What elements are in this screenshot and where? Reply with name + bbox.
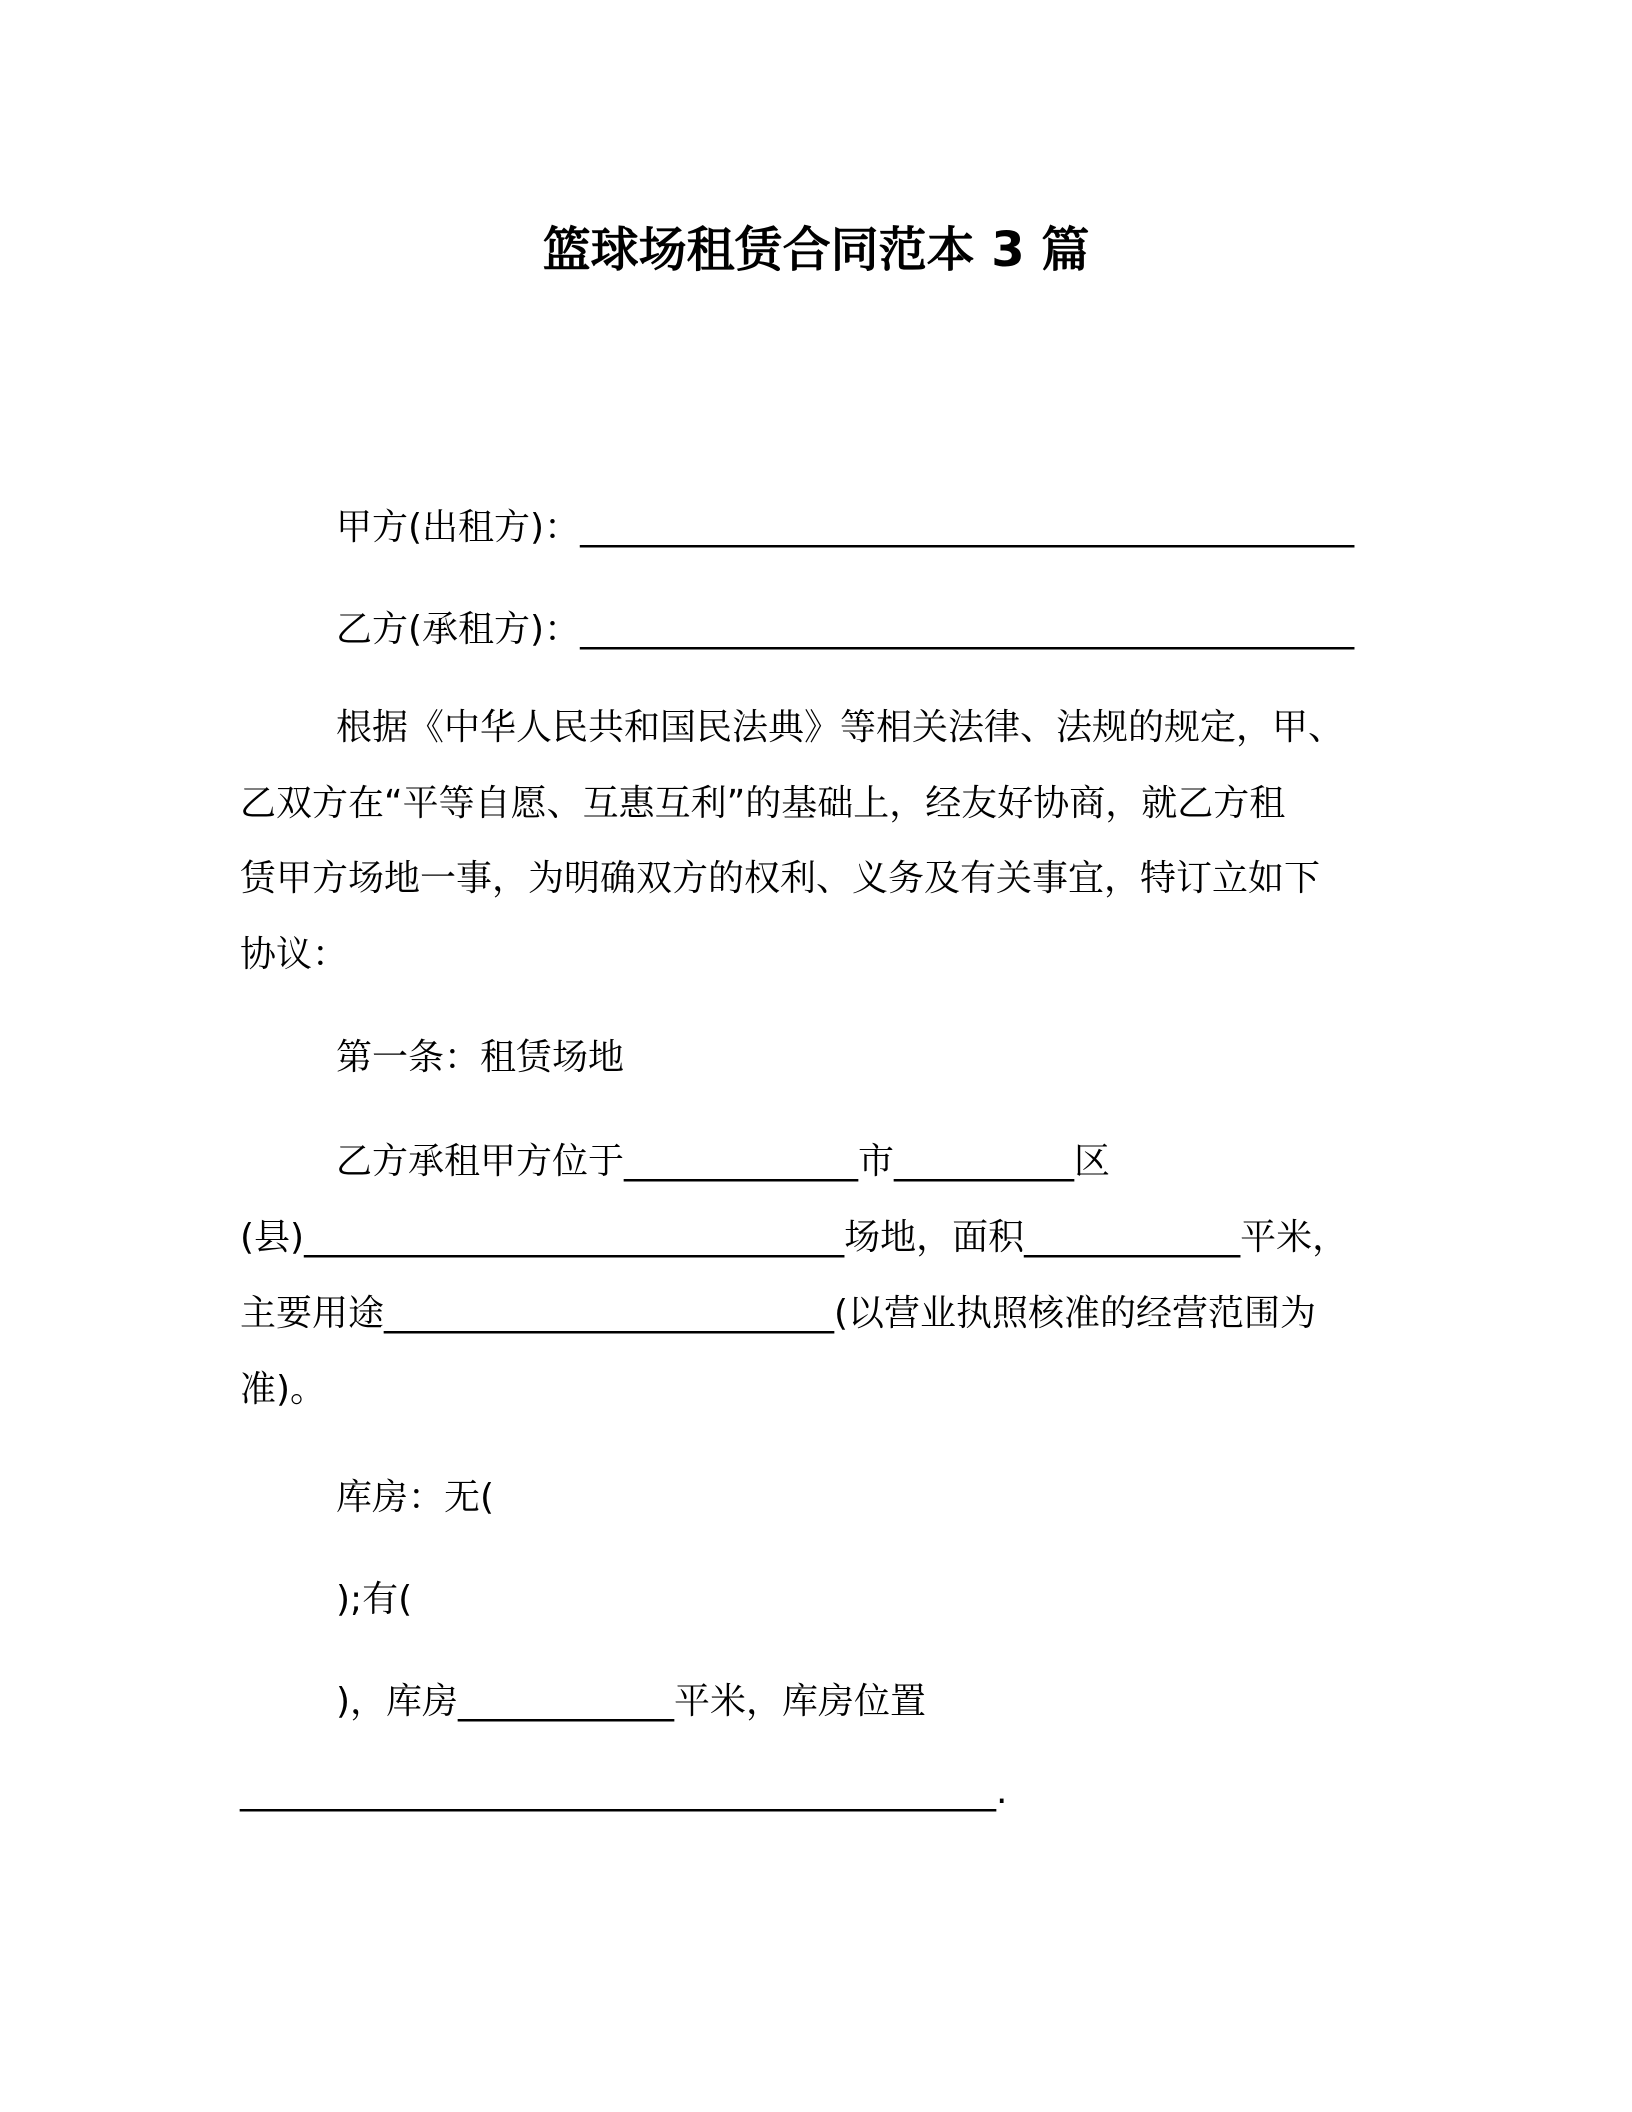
article-1-paragraph-line-2: (县)______________________________场地，面积____________平米， [240,1217,1349,1258]
article-1-paragraph-line-3: 主要用途_________________________(以营业执照核准的经营范围为 [240,1293,1317,1334]
article-1-heading: 第一条：租赁场地 [336,1037,625,1078]
intro-paragraph-line-2: 乙双方在“平等自愿、互惠互利”的基础上，经友好协商，就乙方租 [240,783,1286,824]
intro-paragraph-line-4: 协议： [240,934,349,975]
warehouse-area-line: )，库房____________平米，库房位置 [336,1681,927,1722]
intro-paragraph-line-1: 根据《中华人民共和国民法典》等相关法律、法规的规定，甲、 [336,707,1345,748]
warehouse-yes-line: );有( [336,1579,413,1620]
warehouse-none-line: 库房：无( [336,1477,495,1518]
intro-paragraph-line-3: 赁甲方场地一事，为明确双方的权利、义务及有关事宜，特订立如下 [240,858,1321,899]
party-a-line: 甲方(出租方)：___________________________________________ [336,507,1355,548]
document-title: 篮球场租赁合同范本 3 篇 [542,222,1090,278]
warehouse-location-line: __________________________________________. [240,1771,1008,1812]
article-1-paragraph-line-4: 准)。 [240,1369,327,1410]
party-b-line: 乙方(承租方)：___________________________________________ [336,609,1355,650]
article-1-paragraph-line-1: 乙方承租甲方位于_____________市__________区 [336,1141,1111,1182]
